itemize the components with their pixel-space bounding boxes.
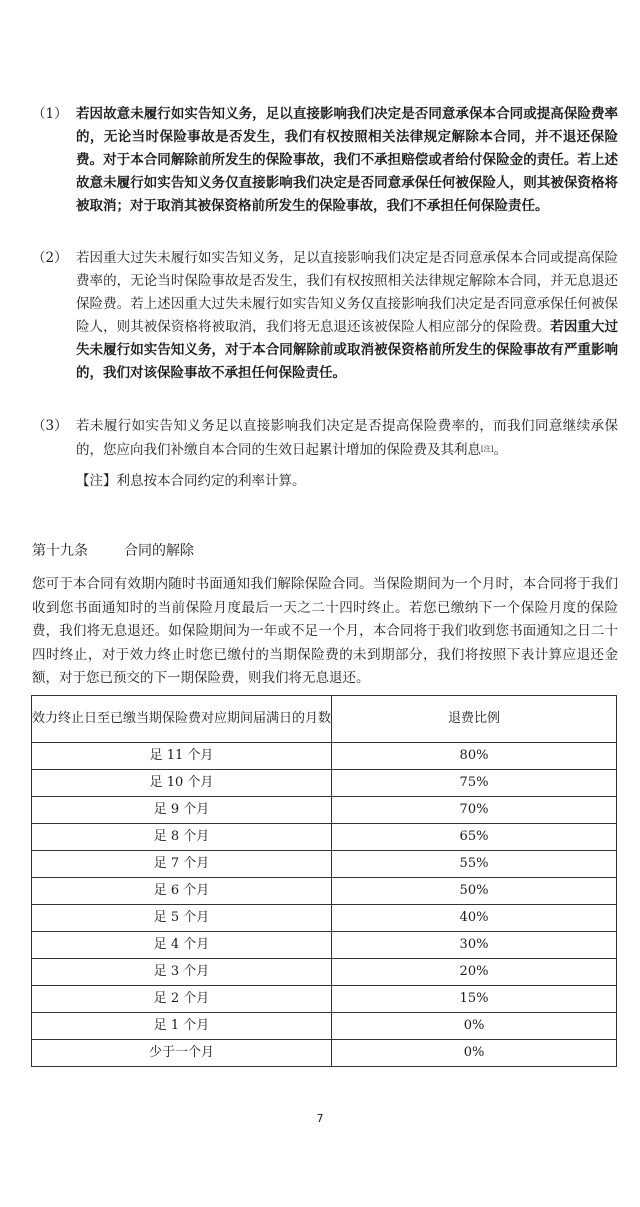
- table-header-row: [32, 696, 617, 743]
- clause-item-1: [32, 103, 618, 218]
- item-text: 若未履行如实告知义务足以直接影响我们决定是否提高保险费率的，而我们同意继续承保的，您应向我们补缴自本合同的生效日起累计增加的保险费及其利息: [76, 418, 618, 458]
- months-cell: 足 4 个月: [32, 932, 332, 959]
- ratio-cell: 40%: [332, 905, 617, 932]
- months-cell: 足 10 个月: [32, 770, 332, 797]
- section-title: 合同的解除: [124, 543, 194, 559]
- table-row: [32, 878, 617, 905]
- item-body: [76, 247, 618, 385]
- months-cell: 足 11 个月: [32, 743, 332, 770]
- item-text-end: 。: [493, 442, 507, 458]
- months-cell: 足 5 个月: [32, 905, 332, 932]
- months-cell: 足 1 个月: [32, 1013, 332, 1040]
- section-paragraph: 您可于本合同有效期内随时书面通知我们解除保险合同。当保险期间为一个月时，本合同将于我们收到您书面通知时的当前保险月度最后一天之二十四时终止。若您已缴纳下一个保险月度的保险费，我们将无息退还。如保险期间为一年或不足一个月，本合同将于我们收到您书面通知之日二十四时终止，对于效力终止时您已缴付的当期保险费的未到期部分，我们将按照下表计算应退还金额，对于您已预交的下一期保险费，则我们将无息退还。: [32, 576, 618, 686]
- months-cell: 少于一个月: [32, 1040, 332, 1067]
- table-row: [32, 770, 617, 797]
- item-bold-text: 若因重大过失未履行如实告知义务，对于本合同解除前或取消被保资格前所发生的保险事故有严重影响的，我们对该保险事故不承担任何保险责任。: [76, 319, 619, 381]
- footnote-note: 【注】利息按本合同约定的利率计算。: [76, 473, 306, 489]
- clause-item-3: [32, 415, 618, 462]
- table-row: [32, 1040, 617, 1067]
- ratio-cell: 80%: [332, 743, 617, 770]
- table-row: [32, 932, 617, 959]
- table-row: [32, 986, 617, 1013]
- ratio-cell: 55%: [332, 851, 617, 878]
- refund-ratio-table: [31, 695, 617, 1067]
- table-row: [32, 1013, 617, 1040]
- table-row: [32, 743, 617, 770]
- ratio-cell: 65%: [332, 824, 617, 851]
- ratio-cell: 20%: [332, 959, 617, 986]
- item-bold-text: 若因故意未履行如实告知义务，足以直接影响我们决定是否同意承保本合同或提高保险费率的，无论当时保险事故是否发生，我们有权按照相关法律规定解除本合同，并不退还保险费。对于本合同解除前所发生的保险事故，我们不承担赔偿或者给付保险金的责任。若上述故意未履行如实告知义务仅直接影响我们决定是否同意承保任何被保险人，则其被保资格将被取消；对于取消其被保资格前所发生的保险事故，我们不承担任何保险责任。: [76, 106, 618, 214]
- header-ratio: 退费比例: [332, 696, 617, 743]
- ratio-cell: 30%: [332, 932, 617, 959]
- ratio-cell: 15%: [332, 986, 617, 1013]
- months-cell: 足 7 个月: [32, 851, 332, 878]
- ratio-cell: 0%: [332, 1013, 617, 1040]
- months-cell: 足 8 个月: [32, 824, 332, 851]
- header-months: 效力终止日至已缴当期保险费对应期间届满日的月数: [32, 696, 332, 743]
- item-body: [76, 415, 618, 462]
- months-cell: 足 3 个月: [32, 959, 332, 986]
- ratio-cell: 75%: [332, 770, 617, 797]
- months-cell: 足 6 个月: [32, 878, 332, 905]
- ratio-cell: 50%: [332, 878, 617, 905]
- section-number: 第十九条: [32, 543, 88, 559]
- item-number: （1）: [32, 106, 68, 122]
- item-text: 若因重大过失未履行如实告知义务，足以直接影响我们决定是否同意承保本合同或提高保险费率的，无论当时保险事故是否发生，我们有权按照相关法律规定解除本合同，并无息退还保险费。若上述因重大过失未履行如实告知义务仅直接影响我们决定是否同意承保任何被保险人，则其被保资格将被取消，我们将无息退还该被保险人相应部分的保险费。: [76, 250, 618, 335]
- section-heading: [32, 540, 194, 562]
- item-number: （3）: [32, 418, 68, 434]
- table-row: [32, 824, 617, 851]
- months-cell: 足 2 个月: [32, 986, 332, 1013]
- clause-item-2: [32, 247, 618, 385]
- item-number: （2）: [32, 250, 68, 266]
- item-body: [76, 103, 618, 218]
- table-row: [32, 797, 617, 824]
- footnote-marker: [注]: [481, 445, 494, 453]
- ratio-cell: 70%: [332, 797, 617, 824]
- months-cell: 足 9 个月: [32, 797, 332, 824]
- table-row: [32, 905, 617, 932]
- page-number: 7: [316, 1112, 324, 1125]
- table-row: [32, 959, 617, 986]
- table-row: [32, 851, 617, 878]
- ratio-cell: 0%: [332, 1040, 617, 1067]
